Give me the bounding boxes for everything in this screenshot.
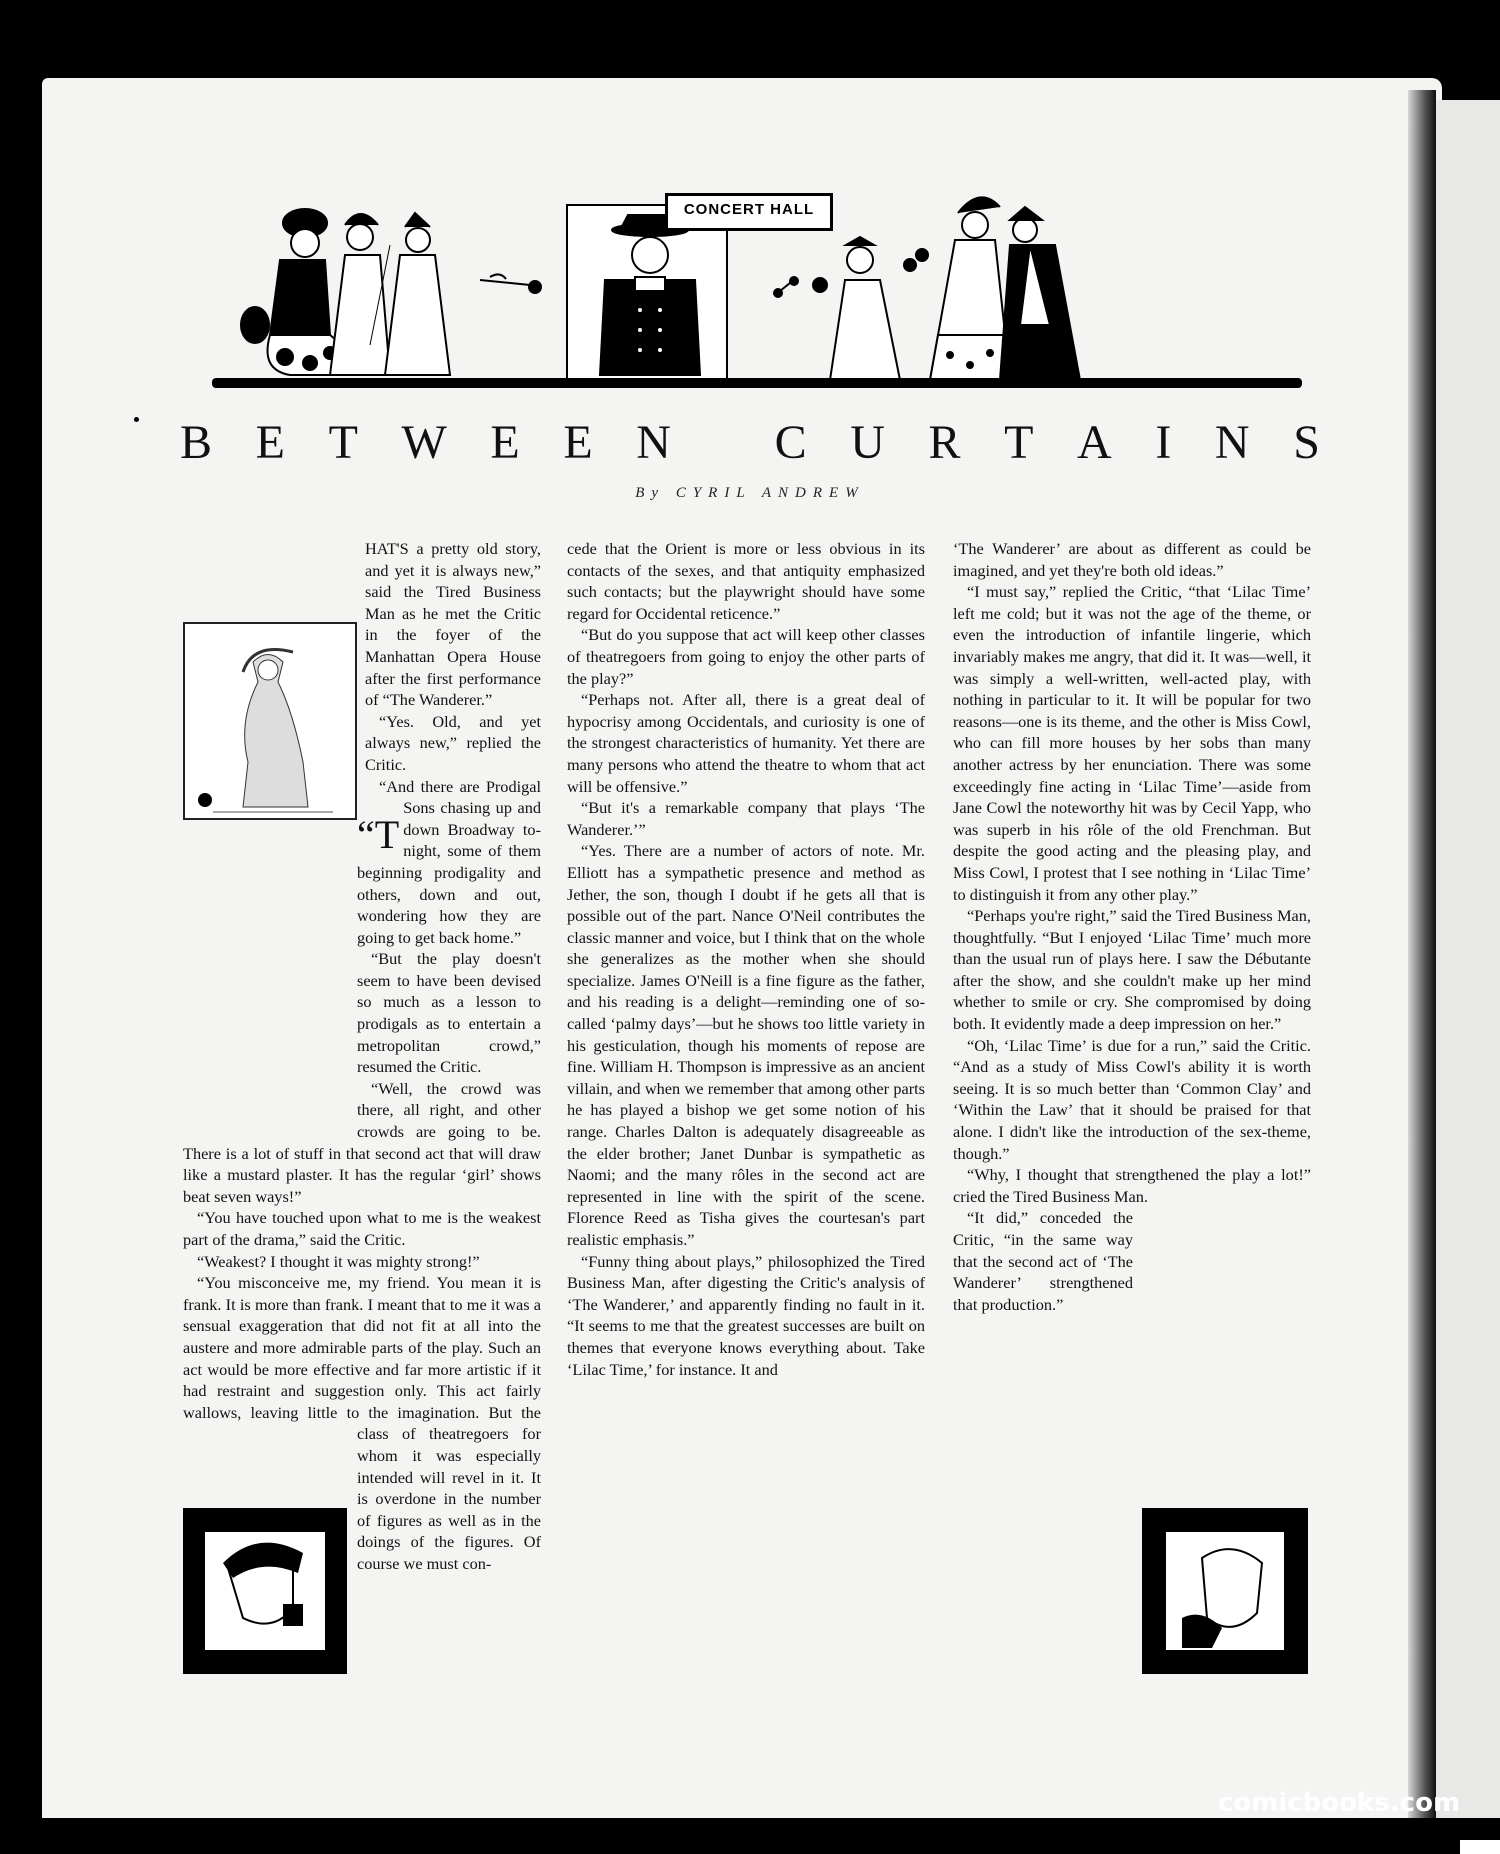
paragraph: “Yes. There are a number of actors of note. Mr. Elliott has a sympathetic presence and method as Jether, the son, though I doubt if he gets all that is possible out of the part. Nance O'Neil contributes the classic manner and voice, but I think that on the whole she generalizes as the mother when she should specialize. James O'Neill is a fine figure as the father, and his reading is a delight—reminding one of so-called ‘palmy days’—but he shows too little variety in his gesticulation, though his moments of repose are fine. William H. Thompson is impressive as an ancient villain, and when we remember that among other parts he has played a bishop we get some notion of his range. Charles Dalton is adequately disagreeable as the elder brother; Janet Dunbar is sympathetic as Naomi; and the many rôles in the second act are represented in line with the spirit of the scene. Florence Reed as Tisha gives the courtesan's part realistic emphasis.”	[567, 841, 925, 1249]
paragraph: “Oh, ‘Lilac Time’ is due for a run,” said the Critic. “And as a study of Miss Cowl's ability it is worth seeing. It is so much better than ‘Common Clay’ and ‘Within the Law’ that it should be praised for that alone. I didn't like the introduction of the sex-theme, though.”	[953, 1035, 1311, 1163]
framed-portrait-left-illustration	[183, 1508, 347, 1674]
right-figures-illustration	[813, 197, 1080, 380]
paragraph: “It did,” conceded the Critic, “in the same way that the second act of ‘The Wanderer’ strengthened that production.”	[953, 1208, 1133, 1314]
paragraph: “Why, I thought that strengthened the play a lot!” cried the Tired Business Man.	[953, 1165, 1311, 1206]
title-letter: S	[1293, 416, 1320, 469]
byline: By CYRIL ANDREW	[635, 485, 865, 501]
paragraph: “I must say,” replied the Critic, “that ‘Lilac Time’ left me cold; but it was not the age of the theme, or even the introduction of infantile lingerie, which invariably makes me angry, that did it. It was—well, it was simply a well-written, well-acted play, with nothing in particular to it. It will be popular for two reasons—one is its theme, and the other is Miss Cowl, who can fill more houses by her sobs than many another actress by her enunciation. There was some exceedingly fine acting in ‘Lilac Time’—aside from Jane Cowl the noteworthy hit was by Cecil Yapp, who was superb in his rôle of the old Frenchman. But despite the good acting and the pleasing play, and Miss Cowl, I protest that I see nothing in ‘Lilac Time’ to distinguish it from any other play.”	[953, 582, 1311, 904]
title-letter: W	[401, 416, 447, 469]
watermark: comicbooks.com	[1218, 1788, 1461, 1818]
title-letter: R	[928, 416, 961, 469]
title-letter: T	[1004, 416, 1034, 469]
wrap-spacer	[183, 538, 365, 816]
paragraph: “Weakest? I thought it was mighty strong!”	[197, 1251, 480, 1271]
rose-illustration	[480, 274, 541, 293]
framed-portrait-right-illustration	[1142, 1508, 1308, 1674]
title-letter: E	[490, 416, 520, 469]
wrap-spacer	[183, 902, 357, 1134]
paragraph: ‘The Wanderer’ are about as different as could be imagined, and yet they're both old ideas.”	[953, 539, 1311, 580]
paragraph: “Perhaps not. After all, there is a great deal of hypocrisy among Occidentals, and curiosity is one of the strongest characteristics of humanity. Yet there are many persons who attend the theatre to whom that act will be offensive.”	[567, 690, 925, 796]
paragraph: “Perhaps you're right,” said the Tired Business Man, thoughtfully. “But I enjoyed ‘Lilac Time’ much more than the usual run of plays here. I saw the Débutante after the show, and she couldn't make up her mind whether to smile or cry. She compromised by doing both. It evidently made a deep impression on her.”	[953, 906, 1311, 1034]
facing-page-edge	[1436, 100, 1500, 1818]
title-letter: E	[563, 416, 593, 469]
paragraph: “But the play doesn't seem to have been devised so much as a lesson to prodigals as to entertain a metropolitan crowd,” resumed the Critic.	[357, 949, 541, 1077]
title-letter: T	[328, 416, 358, 469]
title-letter: N	[636, 416, 671, 469]
title-letter: C	[774, 416, 807, 469]
title-letter: B	[180, 416, 213, 469]
title-letter: E	[255, 416, 285, 469]
concert-hall-sign: CONCERT HALL	[665, 193, 833, 231]
left-figures-illustration	[241, 209, 450, 375]
title-letter: U	[850, 416, 885, 469]
crop-marker	[1460, 1840, 1500, 1854]
paragraph: “But it's a remarkable company that plays ‘The Wanderer.’”	[567, 798, 925, 839]
title-letter: I	[1155, 416, 1172, 469]
paragraph-text-continued: But the class of theatregoers for whom it was especially intended will revel in it. It is overdone in the number of figures as well as in the doings of the figures. Of course we must con-	[357, 1402, 542, 1573]
paragraph: “Well, the crowd was there, all right, and other crowds are going to be. There is a lot of stuff in that second act that will draw like a mustard plaster. It has the regular ‘girl’ shows beat seven ways!”	[183, 1078, 541, 1206]
article-title	[180, 415, 1320, 470]
paragraph-text: HAT'S a pretty old story, and yet it is always new,” said the Tired Business Man as he met the Critic in the foyer of the Manhattan Opera House after the first performance of “The Wanderer.”	[365, 539, 541, 710]
paragraph: “You misconceive me, my friend. You mean it is frank. It is more than frank. I meant that to me it was a sensual exaggeration that did not fit at all into the austere and more admirable parts of the play. Such an act would be more effective and far more artistic if it had restraint and suggestion only. This act fairly wallows, leaving little to the imagination. But the class of theatregoers for whom it was especially intended will revel in it. It is overdone in the number of figures as well as in the doings of the figures. Of course we must con-	[183, 1272, 541, 1574]
title-letter: A	[1077, 416, 1112, 469]
paragraph: “Funny thing about plays,” philosophized the Tired Business Man, after digesting the Critic's analysis of ‘The Wanderer,’ and apparently finding no fault in it. “It seems to me that the greatest successes are built on themes that everyone knows everything about. Take ‘Lilac Time,’ for instance. It and	[567, 1251, 925, 1379]
flower-illustration	[774, 277, 798, 297]
book-spine	[1408, 90, 1436, 1818]
performer-illustration	[567, 205, 727, 385]
illustration-ground-line	[212, 378, 1302, 388]
title-letter: N	[1214, 416, 1250, 469]
paragraph: “Yes. Old, and yet always new,” replied the Critic.	[365, 711, 541, 774]
wrap-spacer	[1145, 1213, 1311, 1363]
paragraph: “But do you suppose that act will keep other classes of theatregoers from going to enjoy the other parts of the play?”	[567, 625, 925, 688]
paragraph: “You have touched upon what to me is the weakest part of the drama,” said the Critic.	[183, 1208, 541, 1249]
paragraph: cede that the Orient is more or less obvious in its contacts of the sexes, and that antiquity emphasized such contacts; but the playwright should have some regard for Occidental reticence.”	[567, 539, 925, 623]
margin-dot	[134, 417, 139, 422]
drop-cap: “T	[357, 812, 400, 857]
article-column-2	[567, 538, 925, 1688]
paragraph: “And there are Prodigal Sons chasing up and down Broadway to-night, some of them beginning prodigality and others, down and out, wondering how they are going to get back home.”	[357, 776, 541, 947]
